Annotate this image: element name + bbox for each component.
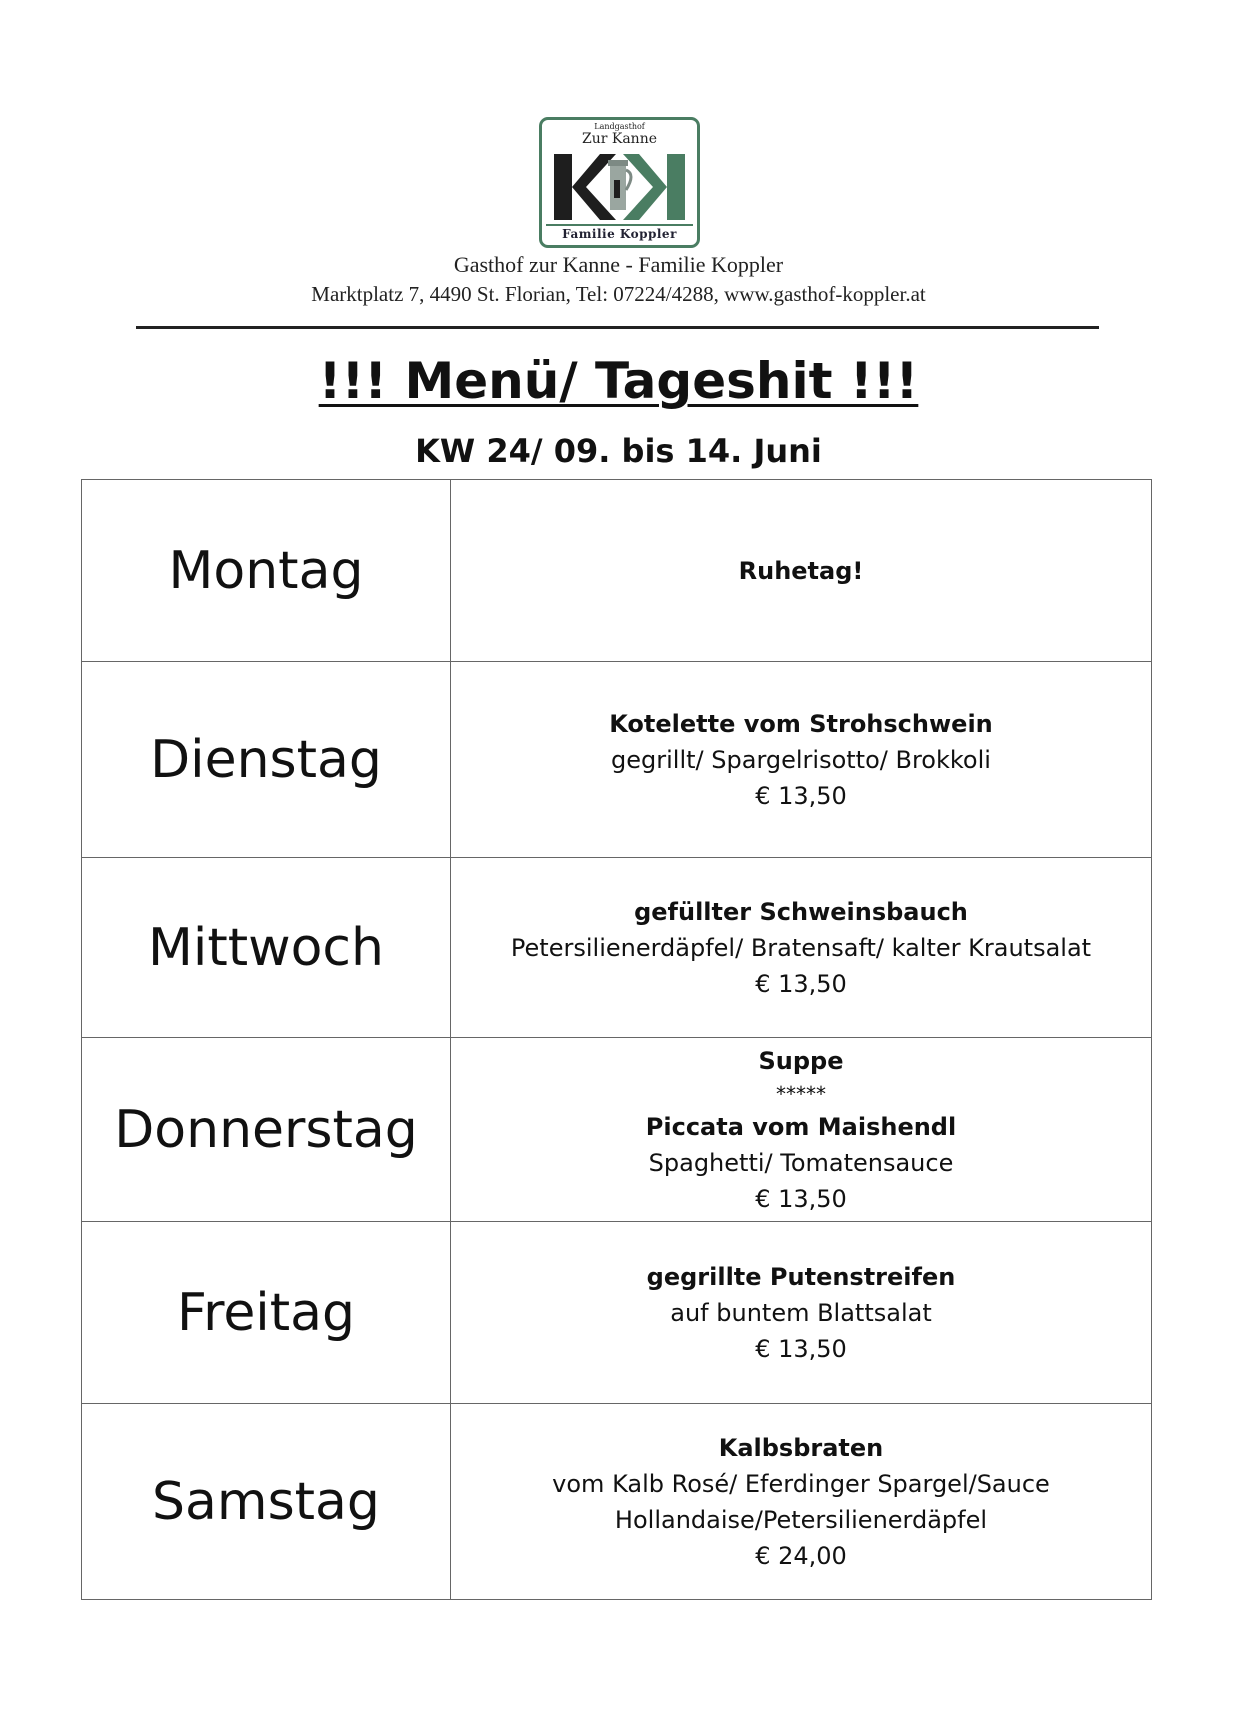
dish-name: gegrillte Putenstreifen: [646, 1262, 956, 1291]
menu-row-freitag: [82, 1222, 1152, 1404]
dish-cell: [451, 1222, 1152, 1404]
dish-price: € 24,00: [755, 1541, 847, 1570]
day-label: Montag: [82, 480, 451, 662]
menu-row-dienstag: [82, 662, 1152, 858]
logo-name: Zur Kanne: [581, 131, 657, 147]
page-title-text: !!! Menü/ Tageshit !!!: [318, 352, 919, 410]
dish-price: € 13,50: [755, 1334, 847, 1363]
restaurant-address: Marktplatz 7, 4490 St. Florian, Tel: 07224/4288, www.gasthof-koppler.at: [311, 282, 926, 306]
restaurant-name: Gasthof zur Kanne - Familie Koppler: [453, 252, 784, 277]
weekly-menu-table: [81, 479, 1152, 1600]
day-label: Mittwoch: [82, 858, 451, 1038]
logo-family: Familie Koppler: [546, 224, 693, 241]
menu-row-montag: [82, 480, 1152, 662]
day-label: Dienstag: [82, 662, 451, 858]
kk-monogram-icon: [550, 150, 689, 224]
dish-price: € 13,50: [755, 1184, 847, 1213]
dish-sides: Petersilienerdäpfel/ Bratensaft/ kalter Krautsalat: [510, 933, 1092, 962]
dish-sides: vom Kalb Rosé/ Eferdinger Spargel/Sauce: [552, 1469, 1050, 1498]
dish-name: Kotelette vom Strohschwein: [609, 709, 993, 738]
dish-sides: gegrillt/ Spargelrisotto/ Brokkoli: [611, 745, 991, 774]
dish-name: Kalbsbraten: [718, 1433, 884, 1462]
logo: [539, 117, 700, 248]
logo-small-text: Landgasthof: [594, 122, 645, 131]
course-separator: *****: [776, 1081, 826, 1106]
dish-cell: [451, 858, 1152, 1038]
dish-sides: auf buntem Blattsalat: [670, 1298, 932, 1327]
dish-name: Piccata vom Maishendl: [645, 1112, 957, 1141]
day-label: Samstag: [82, 1404, 451, 1600]
dish-price: € 13,50: [755, 969, 847, 998]
week-subtitle: KW 24/ 09. bis 14. Juni: [415, 432, 822, 470]
menu-row-samstag: [82, 1404, 1152, 1600]
dish-price: € 13,50: [755, 781, 847, 810]
dish-sides: Hollandaise/Petersilienerdäpfel: [614, 1505, 988, 1534]
page-title: [0, 352, 1237, 410]
day-label: Freitag: [82, 1222, 451, 1404]
dish-cell: [451, 1404, 1152, 1600]
menu-row-donnerstag: [82, 1038, 1152, 1222]
menu-row-mittwoch: [82, 858, 1152, 1038]
header-divider: [136, 326, 1099, 329]
dish-cell: [451, 1038, 1152, 1222]
starter-name: Suppe: [758, 1046, 844, 1075]
dish-cell: [451, 662, 1152, 858]
day-label: Donnerstag: [82, 1038, 451, 1222]
dish-cell: [451, 480, 1152, 662]
dish-name: Ruhetag!: [738, 556, 864, 585]
dish-name: gefüllter Schweinsbauch: [634, 897, 968, 926]
dish-sides: Spaghetti/ Tomatensauce: [648, 1148, 954, 1177]
